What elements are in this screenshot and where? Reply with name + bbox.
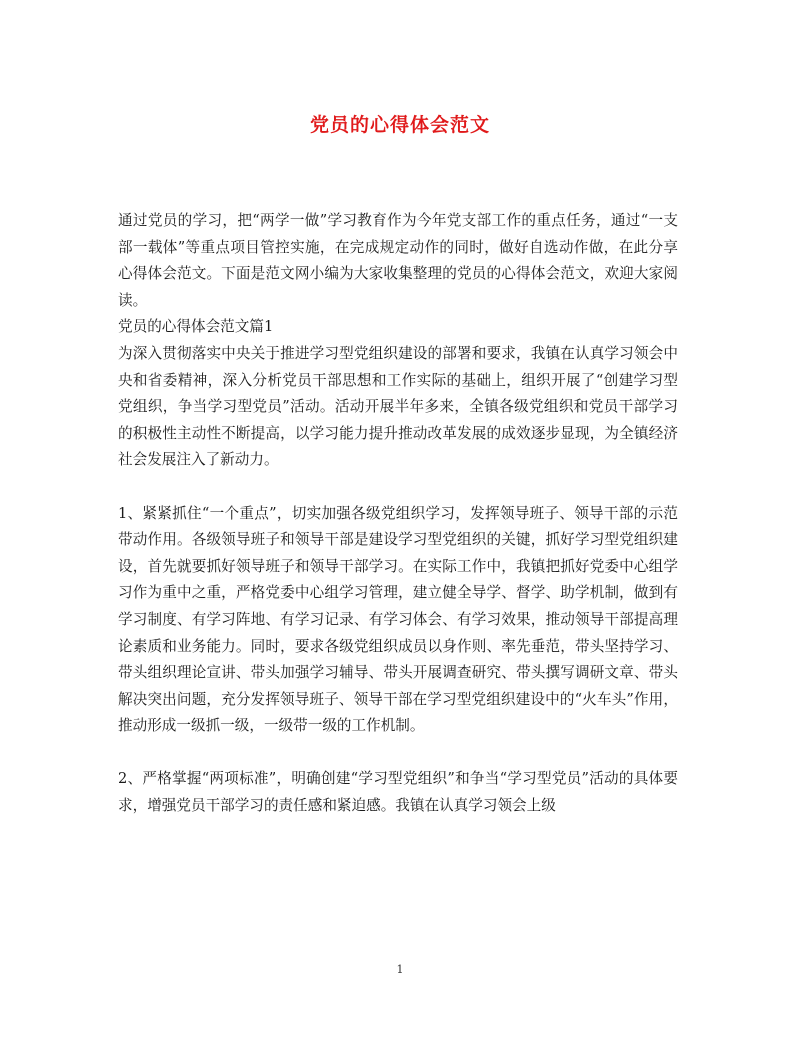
intro-paragraph: 通过党员的学习，把“两学一做”学习教育作为今年党支部工作的重点任务，通过“一支部一载体”等重点项目管控实施，在完成规定动作的同时，做好自选动作做，在此分享心得体会范文。下面是范文网小编为大家收集整理的党员的心得体会范文，欢迎大家阅读。: [118, 212, 678, 309]
page-number: 1: [396, 963, 404, 976]
section-heading: 党员的心得体会范文篇1: [118, 318, 274, 336]
body-paragraph: 1、紧紧抓住“一个重点”，切实加强各级党组织学习，发挥领导班子、领导干部的示范带动作用。各级领导班子和领导干部是建设学习型党组织的关键，抓好学习型党组织建设，首先就要抓好领导班子和领导干部学习。在实际工作中，我镇把抓好党委中心组学习作为重中之重，严格党委中心组学习管理，建立健全导学、督学、助学机制，做到有学习制度、有学习阵地、有学习记录、有学习体会、有学习效果，推动领导干部提高理论素质和业务能力。同时，要求各级党组织成员以身作则、率先垂范，带头坚持学习、带头组织理论宣讲、带头加强学习辅导、带头开展调查研究、带头撰写调研文章、带头解决突出问题，充分发挥领导班子、领导干部在学习型党组织建设中的“火车头”作用，推动形成一级抓一级，一级带一级的工作机制。: [118, 504, 678, 735]
body-paragraph: 2、严格掌握“两项标准”，明确创建“学习型党组织”和争当“学习型党员”活动的具体要求，增强党员干部学习的责任感和紧迫感。我镇在认真学习领会上级: [118, 770, 678, 815]
document-title: 党员的心得体会范文: [309, 114, 490, 136]
document-body: [118, 208, 678, 820]
body-paragraph: 为深入贯彻落实中央关于推进学习型党组织建设的部署和要求，我镇在认真学习领会中央和省委精神，深入分析党员干部思想和工作实际的基础上，组织开展了“创建学习型党组织，争当学习型党员”活动。活动开展半年多来，全镇各级党组织和党员干部学习的积极性主动性不断提高，以学习能力提升推动改革发展的成效逐步显现，为全镇经济社会发展注入了新动力。: [118, 344, 678, 469]
